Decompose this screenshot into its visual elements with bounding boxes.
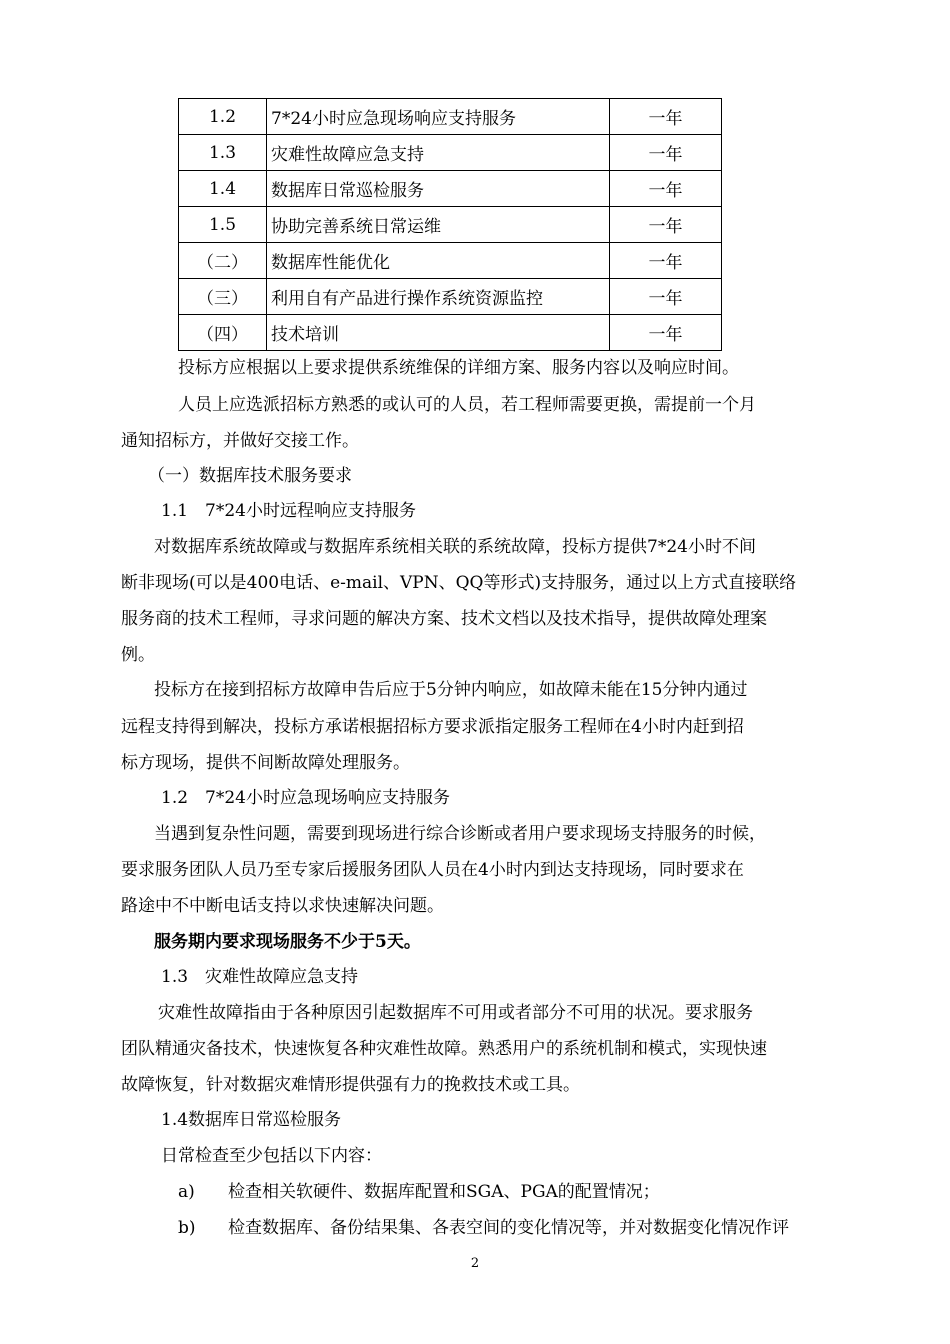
bold-requirement: 服务期内要求现场服务不少于5天。: [154, 932, 421, 952]
table-row: [179, 207, 722, 243]
paragraph-line: 日常检查至少包括以下内容：: [161, 1146, 382, 1166]
row-service-name: 技术培训: [267, 315, 610, 351]
paragraph-line: 断非现场(可以是400电话、e-mail、VPN、QQ等形式)支持服务，通过以上方式直接联络: [121, 573, 797, 593]
paragraph-staffing-line: 人员上应选派招标方熟悉的或认可的人员，若工程师需要更换，需提前一个月: [178, 395, 756, 415]
list-item: 检查相关软硬件、数据库配置和SGA、PGA的配置情况；: [228, 1182, 660, 1202]
subsection-heading: 1.2 7*24小时应急现场响应支持服务: [161, 788, 450, 808]
paragraph-line: 远程支持得到解决，投标方承诺根据招标方要求派指定服务工程师在4小时内赶到招: [121, 717, 744, 737]
paragraph-response-requirement: 投标方应根据以上要求提供系统维保的详细方案、服务内容以及响应时间。: [178, 358, 739, 378]
paragraph-line: 当遇到复杂性问题，需要到现场进行综合诊断或者用户要求现场支持服务的时候，: [154, 824, 766, 844]
row-number: 1.3: [179, 135, 267, 171]
paragraph-staffing-line: 通知招标方，并做好交接工作。: [121, 431, 359, 451]
row-service-name: 协助完善系统日常运维: [267, 207, 610, 243]
row-service-name: 灾难性故障应急支持: [267, 135, 610, 171]
paragraph-line: 团队精通灾备技术，快速恢复各种灾难性故障。熟悉用户的系统机制和模式，实现快速: [121, 1039, 767, 1059]
table-row: [179, 99, 722, 135]
paragraph-line: 路途中不中断电话支持以求快速解决问题。: [121, 896, 444, 916]
list-item-label: a): [178, 1182, 195, 1202]
row-service-name: 数据库性能优化: [267, 243, 610, 279]
row-term: 一年: [610, 99, 722, 135]
section-heading: （一）数据库技术服务要求: [148, 466, 352, 486]
subsection-heading: 1.3 灾难性故障应急支持: [161, 967, 359, 987]
row-service-name: 利用自有产品进行操作系统资源监控: [267, 279, 610, 315]
row-term: 一年: [610, 171, 722, 207]
page-number: 2: [470, 1256, 480, 1271]
service-table: [178, 98, 722, 351]
paragraph-line: 要求服务团队人员乃至专家后援服务团队人员在4小时内到达支持现场，同时要求在: [121, 860, 744, 880]
row-number: 1.5: [179, 207, 267, 243]
paragraph-line: 例。: [121, 645, 155, 665]
row-term: 一年: [610, 315, 722, 351]
row-term: 一年: [610, 207, 722, 243]
row-number: 1.2: [179, 99, 267, 135]
paragraph-line: 服务商的技术工程师，寻求问题的解决方案、技术文档以及技术指导，提供故障处理案: [121, 609, 767, 629]
row-service-name: 数据库日常巡检服务: [267, 171, 610, 207]
table-row: [179, 135, 722, 171]
row-number: （二）: [179, 243, 267, 279]
row-term: 一年: [610, 135, 722, 171]
paragraph-line: 故障恢复，针对数据灾难情形提供强有力的挽救技术或工具。: [121, 1075, 580, 1095]
paragraph-line: 投标方在接到招标方故障申告后应于5分钟内响应，如故障未能在15分钟内通过: [154, 680, 748, 700]
row-number: （四）: [179, 315, 267, 351]
table-row: [179, 243, 722, 279]
list-item-label: b): [178, 1218, 196, 1238]
row-service-name: 7*24小时应急现场响应支持服务: [267, 99, 610, 135]
subsection-heading: 1.4数据库日常巡检服务: [161, 1110, 342, 1130]
row-term: 一年: [610, 243, 722, 279]
paragraph-line: 对数据库系统故障或与数据库系统相关联的系统故障，投标方提供7*24小时不间: [154, 537, 756, 557]
table-row: [179, 171, 722, 207]
table-row: [179, 315, 722, 351]
row-number: 1.4: [179, 171, 267, 207]
paragraph-line: 灾难性故障指由于各种原因引起数据库不可用或者部分不可用的状况。要求服务: [158, 1003, 753, 1023]
row-term: 一年: [610, 279, 722, 315]
paragraph-line: 标方现场，提供不间断故障处理服务。: [121, 753, 410, 773]
row-number: （三）: [179, 279, 267, 315]
list-item: 检查数据库、备份结果集、各表空间的变化情况等，并对数据变化情况作评: [228, 1218, 789, 1238]
subsection-heading: 1.1 7*24小时远程响应支持服务: [161, 501, 416, 521]
table-row: [179, 279, 722, 315]
